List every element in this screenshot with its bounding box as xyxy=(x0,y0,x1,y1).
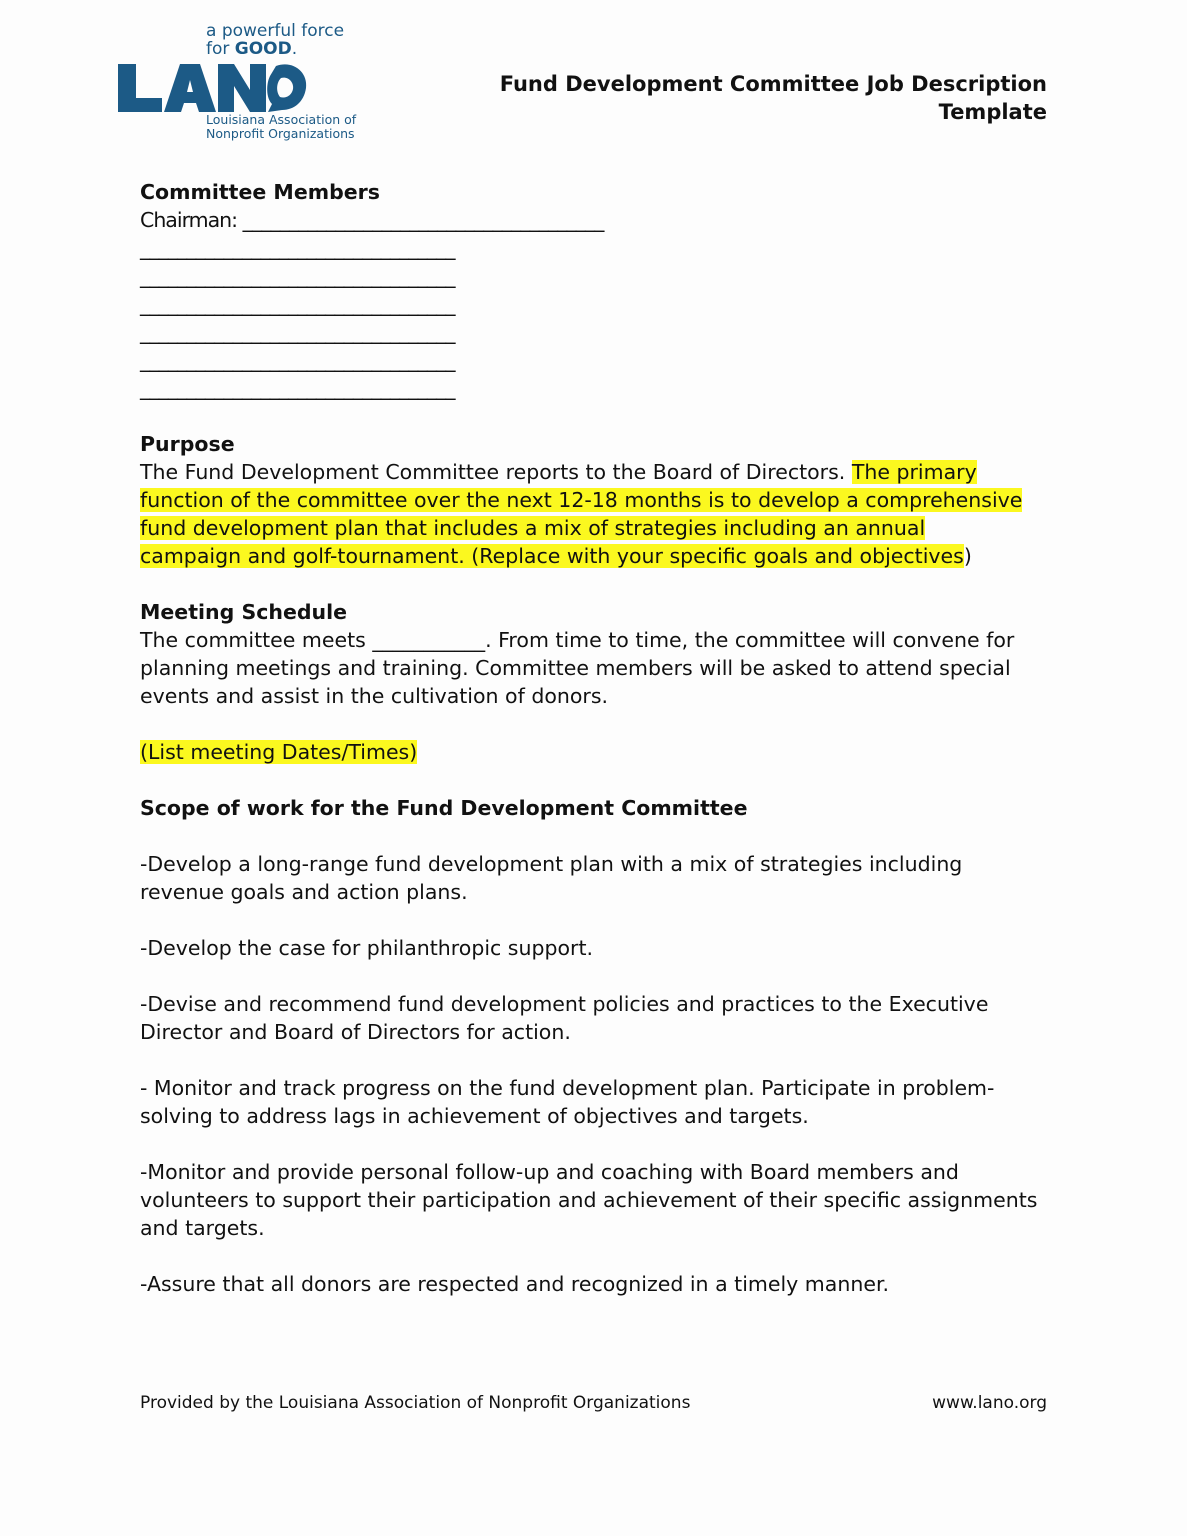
scope-item: -Develop the case for philanthropic support. xyxy=(140,936,594,960)
org-name-line-1: Louisiana Association of xyxy=(206,112,357,127)
lano-mark-icon xyxy=(118,58,308,114)
member-lines xyxy=(140,234,1050,402)
list-note-highlight: (List meeting Dates/Times) xyxy=(140,740,418,764)
org-name-line-2: Nonprofit Organizations xyxy=(206,126,355,141)
purpose-highlight: The primary function of the committee over the next 12-18 months is to develop a comprehensive fund development plan that includes a mix of strategies including an annual campaign and golf-tournament. (Replace with your specific goals and objectives xyxy=(140,460,1023,568)
footer-website: www.lano.org xyxy=(932,1393,1047,1413)
scope-item: -Assure that all donors are respected and recognized in a timely manner. xyxy=(140,1272,890,1296)
meeting-list-note xyxy=(140,738,1050,766)
lano-logo xyxy=(118,20,358,146)
footer-provided-by: Provided by the Louisiana Association of Nonprofit Organizations xyxy=(140,1393,691,1413)
purpose-paragraph xyxy=(140,458,1030,570)
purpose-end: ) xyxy=(963,544,972,568)
title-line-1: Fund Development Committee Job Description xyxy=(499,72,1047,96)
meeting-paragraph: The committee meets ___________. From time to time, the committee will convene for planning meetings and training. Committee members will be asked to attend special events and assist in the cultivation of donors. xyxy=(140,628,1015,708)
member-line: __________________________________ xyxy=(140,348,455,372)
member-line: __________________________________ xyxy=(140,320,455,344)
member-line: __________________________________ xyxy=(140,236,455,260)
member-line: __________________________________ xyxy=(140,264,455,288)
chairman-line: Chairman: _______________________________________ xyxy=(140,208,604,232)
document-body xyxy=(140,178,1050,1298)
committee-members-heading: Committee Members xyxy=(140,180,380,204)
member-line: __________________________________ xyxy=(140,376,455,400)
purpose-text: The Fund Development Committee reports to the Board of Directors. xyxy=(140,460,852,484)
scope-item: - Monitor and track progress on the fund development plan. Participate in problem-solving to address lags in achievement of objectives and targets. xyxy=(140,1076,995,1128)
footer xyxy=(140,1393,1047,1413)
document-title xyxy=(500,70,1047,126)
tagline-line-1: a powerful force xyxy=(206,21,345,41)
logo-tagline xyxy=(206,22,344,58)
tagline-line-2: for GOOD. xyxy=(206,39,298,59)
logo-org-name xyxy=(206,113,356,141)
title-line-2: Template xyxy=(938,100,1047,124)
scope-heading: Scope of work for the Fund Development Committee xyxy=(140,796,748,820)
scope-item: -Develop a long-range fund development plan with a mix of strategies including revenue goals and action plans. xyxy=(140,852,963,904)
purpose-heading: Purpose xyxy=(140,432,235,456)
scope-item: -Devise and recommend fund development policies and practices to the Executive Director and Board of Directors for action. xyxy=(140,992,989,1044)
meeting-schedule-heading: Meeting Schedule xyxy=(140,600,348,624)
member-line: __________________________________ xyxy=(140,292,455,316)
scope-item: -Monitor and provide personal follow-up and coaching with Board members and volunteers to support their participation and achievement of their specific assignments and targets. xyxy=(140,1160,1038,1240)
